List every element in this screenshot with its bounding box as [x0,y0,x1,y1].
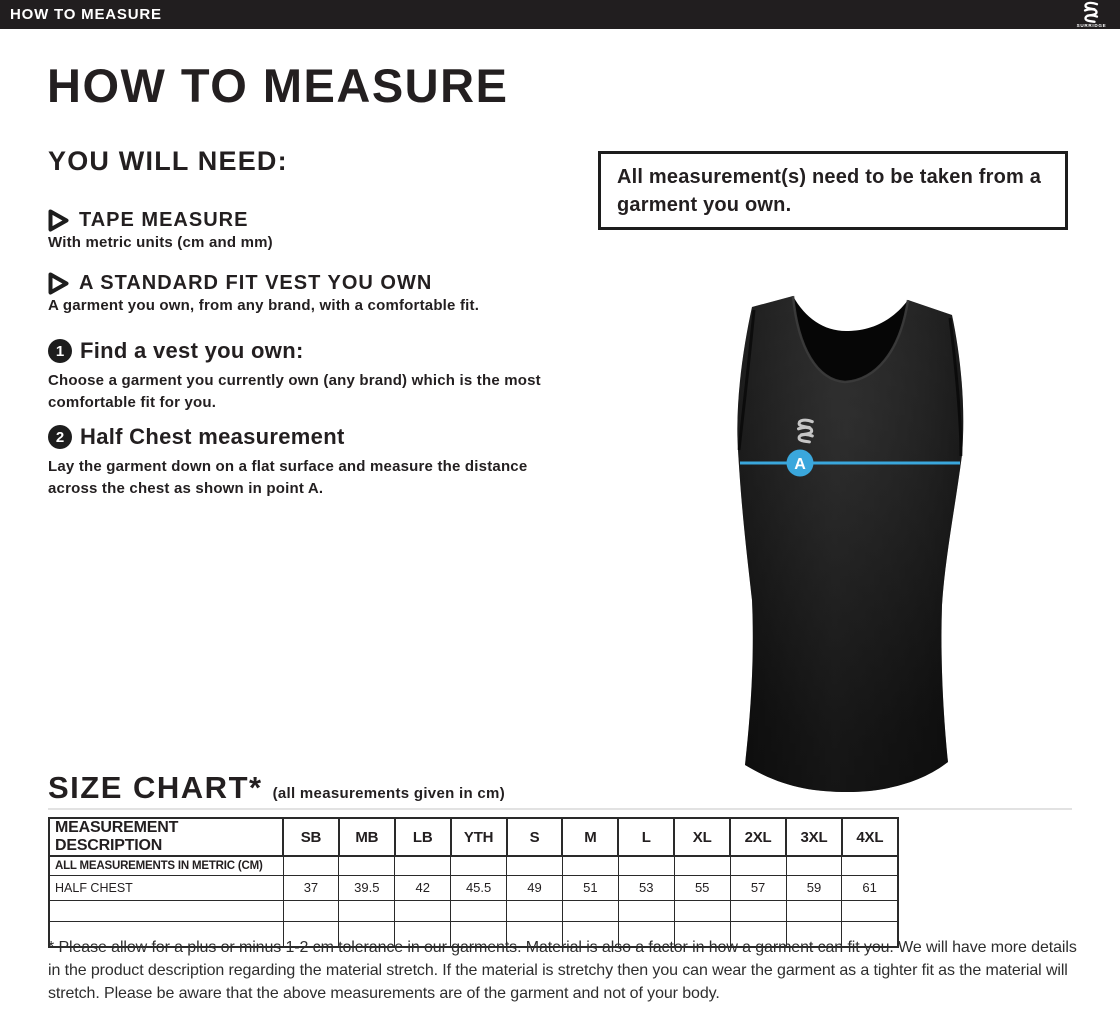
size-chart-title: SIZE CHART* [48,770,263,805]
size-chart-cell [395,900,451,921]
surridge-logo-icon [1072,1,1112,28]
size-chart-column-header: XL [674,818,730,856]
size-chart-cell [395,856,451,875]
size-chart-cell: 59 [786,875,842,900]
size-chart-column-header: 2XL [730,818,786,856]
size-chart-cell [507,900,563,921]
divider [48,808,1072,810]
step-desc: Choose a garment you currently own (any brand) which is the most comfortable fit for you. [48,372,541,411]
need-item-standard-vest [48,272,479,314]
size-chart-heading [48,770,505,806]
size-chart-column-header: LB [395,818,451,856]
size-chart-cell: 61 [842,875,898,900]
size-chart-cell: 55 [674,875,730,900]
size-chart-row-label: ALL MEASUREMENTS IN METRIC (CM) [49,856,283,875]
size-chart-row-label [49,900,283,921]
size-chart-header-row [49,818,898,856]
need-item-tape-measure [48,209,273,251]
size-chart-cell [451,856,507,875]
size-chart-cell [730,856,786,875]
need-item-title: A STANDARD FIT VEST YOU OWN [79,272,433,294]
step-2 [48,424,578,500]
size-chart-cell: 53 [618,875,674,900]
size-chart-row-label: HALF CHEST [49,875,283,900]
disclaimer-text: * Please allow for a plus or minus 1-2 cm tolerance in our garments. Material is also a factor in how a garment can fit you. We will have more details in the product description regarding the material stretch. If the material is stretchy then you can wear the garment as a tighter fit as the material will stretch. Please be aware that the above measurements are of the garment and not of your body. [48,939,1077,1003]
measurement-note-box [598,151,1068,230]
size-chart-cell [283,856,339,875]
top-bar-title: HOW TO MEASURE [10,6,162,23]
size-chart-cell: 39.5 [339,875,395,900]
need-item-desc: A garment you own, from any brand, with a comfortable fit. [48,297,480,314]
size-chart-column-header: YTH [451,818,507,856]
play-triangle-icon [48,209,69,232]
size-chart-cell [339,900,395,921]
size-chart-cell [786,856,842,875]
top-bar [0,0,1120,29]
size-chart-column-header: 4XL [842,818,898,856]
size-chart-cell: 49 [507,875,563,900]
size-chart-cell: 45.5 [451,875,507,900]
size-chart-cell [842,856,898,875]
you-will-need-heading: YOU WILL NEED: [48,146,288,176]
size-chart-cell [730,900,786,921]
page-title: HOW TO MEASURE [47,59,509,112]
size-chart-cell [618,856,674,875]
step-title: Find a vest you own: [80,338,304,363]
size-chart-row [49,900,898,921]
size-chart-row [49,856,898,875]
step-desc: Lay the garment down on a flat surface and measure the distance across the chest as shown in point A. [48,458,528,497]
step-1-badge: 1 [48,339,72,363]
size-chart-column-header: MB [339,818,395,856]
size-chart-cell [618,900,674,921]
size-chart-cell: 57 [730,875,786,900]
step-2-badge: 2 [48,425,72,449]
need-item-desc: With metric units (cm and mm) [48,234,273,251]
size-chart-cell [339,856,395,875]
size-chart-cell [674,900,730,921]
size-chart-cell [562,900,618,921]
size-chart-cell: 37 [283,875,339,900]
size-chart-column-header: S [507,818,563,856]
size-chart-cell [451,900,507,921]
size-chart-column-header: M [562,818,618,856]
size-chart-column-header: SB [283,818,339,856]
size-chart-column-header: L [618,818,674,856]
vest-diagram [695,268,1005,798]
vest-body [695,268,1005,798]
size-chart-cell [562,856,618,875]
play-triangle-icon [48,272,69,295]
measurement-note-text: All measurement(s) need to be taken from a garment you own. [617,165,1042,216]
surridge-logo-text: SURRIDGE [1076,23,1107,28]
size-chart-cell [507,856,563,875]
size-chart-subtitle: (all measurements given in cm) [272,785,505,802]
size-chart-column-header: MEASUREMENT DESCRIPTION [49,818,283,856]
size-chart-cell [842,900,898,921]
size-chart-table [48,817,899,948]
step-1 [48,338,578,414]
measure-point-a-label: A [794,456,806,473]
step-title: Half Chest measurement [80,424,345,449]
size-chart-cell [674,856,730,875]
need-item-title: TAPE MEASURE [79,209,249,231]
size-chart-cell [283,900,339,921]
size-chart-cell [786,900,842,921]
size-chart-column-header: 3XL [786,818,842,856]
size-chart-cell: 42 [395,875,451,900]
size-chart-row [49,875,898,900]
size-chart-cell: 51 [562,875,618,900]
